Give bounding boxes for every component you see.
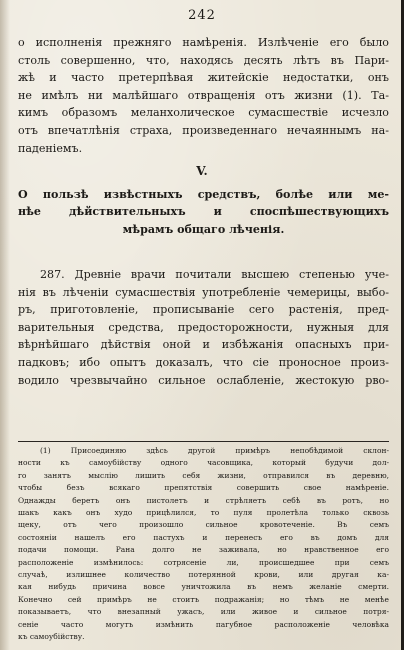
footnote-line: кая нибудь причина вовсе уничтожила въ немъ желаніе смерти. bbox=[18, 582, 389, 592]
text-line: столь совершенно, что, находясь десять лѣтъ въ Пари- bbox=[18, 53, 389, 67]
footnote-line: ности къ самоубійству одного часовщика, который будучи дол- bbox=[18, 458, 389, 468]
text-line: ръ, приготовленіе, прописываніе сего растенія, пред- bbox=[18, 303, 389, 317]
text-line: нія въ лѣченіи сумасшествія употребленіе чемерицы, выбо- bbox=[18, 285, 389, 299]
footnote-line: случаѣ, излишнее количество потерянной крови, или другая ка- bbox=[18, 570, 389, 580]
section-heading bbox=[18, 186, 389, 238]
footnote-line: сеніе часто могутъ измѣнить пагубное расположеніе человѣка bbox=[18, 619, 389, 629]
page-number: 242 bbox=[188, 8, 216, 23]
heading-line: нѣе дѣйствительныхъ и споспѣшествующихъ bbox=[18, 205, 389, 219]
text-line: паденіемъ. bbox=[18, 141, 83, 155]
footnote-line: подачи помощи. Рана долго не заживала, но нравственное его bbox=[18, 545, 389, 555]
text-line: отъ впечатлѣнія страха, произведеннаго нечаяннымъ на- bbox=[18, 123, 389, 137]
text-line: падковъ; ибо опытъ доказалъ, что сіе проносное произ- bbox=[18, 355, 389, 369]
footnote-line: состояніи нашелъ его пастухъ и перенесъ его въ домъ для bbox=[18, 532, 389, 542]
page-gutter-shadow bbox=[0, 0, 10, 650]
text-line: варительныя средства, предосторожности, нужныя для bbox=[18, 320, 389, 334]
paragraph-continued bbox=[18, 34, 389, 157]
footnote-line: Однажды беретъ онъ пистолетъ и стрѣляетъ себѣ въ ротъ, но bbox=[18, 495, 389, 505]
footnote-divider bbox=[18, 441, 389, 442]
heading-line: мѣрамъ общаго лѣченія. bbox=[122, 222, 285, 236]
footnote-line: шакъ какъ онъ худо прицѣлился, то пуля пролетѣла только сквозь bbox=[18, 508, 389, 518]
text-line: не имѣлъ ни малѣйшаго отвращенія отъ жизни (1). Та- bbox=[18, 88, 389, 102]
text-line: жѣ и часто претерпѣвая житейскіе недостатки, онъ bbox=[18, 71, 389, 85]
text-line: 287. Древніе врачи почитали высшею степенью уче- bbox=[40, 268, 389, 281]
heading-line: О пользѣ извѣстныхъ средствъ, болѣе или ме- bbox=[18, 188, 389, 201]
text-line: кимъ образомъ меланхолическое сумасшествіе исчезло bbox=[18, 106, 389, 120]
footnote-line: Конечно сей примѣръ не стоитъ подражанія; но тѣмъ не менѣе bbox=[18, 594, 389, 604]
text-line: вѣрнѣйшаго дѣйствія оной и избѣжанія опасныхъ при- bbox=[18, 338, 389, 352]
text-line: о исполненія прежняго намѣренія. Излѣченіе его было bbox=[18, 36, 389, 49]
footnote-line: къ самоубійству. bbox=[18, 632, 85, 642]
footnote-line: чтобы безъ всякаго препятствія совершить свое намѣреніе. bbox=[18, 483, 389, 493]
footnote-line: расположеніе измѣнилось: сотрясеніе ли, происшедшее при семъ bbox=[18, 557, 389, 567]
section-number: V. bbox=[196, 164, 208, 178]
footnote-line: (1) Присоединяю здѣсь другой примѣръ непобѣдимой склон- bbox=[40, 446, 389, 455]
paragraph-287 bbox=[18, 266, 389, 389]
footnote bbox=[18, 445, 389, 644]
footnote-line: показываетъ, что внезапный ужасъ, или живое и сильное потря- bbox=[18, 607, 389, 617]
footnote-line: го занятъ мыслію лишить себя жизни, отправился въ деревню, bbox=[18, 470, 389, 480]
text-line: водило чрезвычайно сильное ослабленіе, жестокую рво- bbox=[18, 373, 389, 387]
footnote-line: щеку, отъ чего произошло сильное кровотеченіе. Въ семъ bbox=[18, 520, 389, 530]
